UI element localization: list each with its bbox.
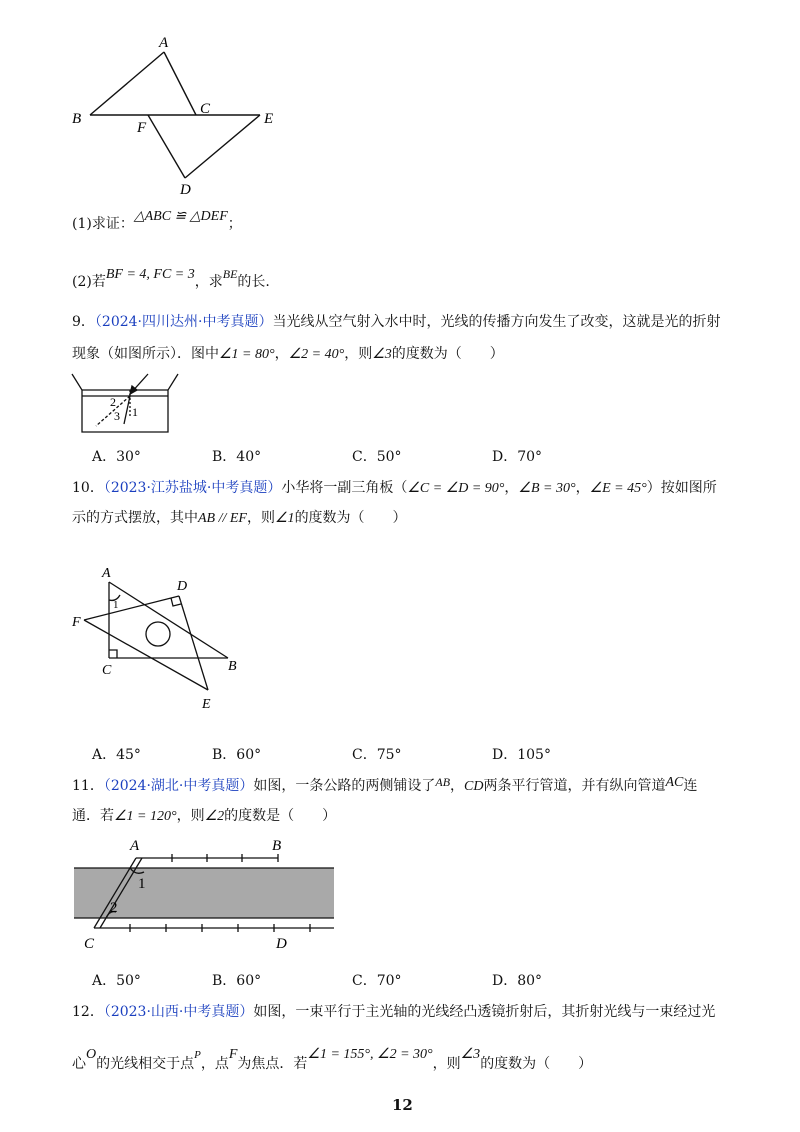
figure-q10 [66,562,256,712]
q11-label-C: C [84,936,95,952]
right-angle-C [109,650,117,658]
tank-outline [72,374,178,432]
q11-text2a: 通．若 [72,808,114,824]
q9-line2 [72,344,504,365]
segment-FD [84,596,179,620]
q10-parallel: AB // EF [198,511,247,526]
figure-q8 [60,30,320,200]
q11-line2 [72,806,336,827]
q12-text2f: 的度数为（ ） [480,1056,593,1072]
figure-q9 [66,368,191,438]
q11-var-ab: AB [435,775,451,789]
label-A: A [159,35,169,51]
q10-text2b: ，则 [247,510,275,526]
q10-angle-e: ∠E = 45° [589,481,647,496]
q10-sep2: ， [575,480,590,496]
q10-label-F: F [72,615,81,630]
q8-part2-mid: ，求 [194,274,223,290]
q8-part1-prefix: (1)求证： [72,216,134,232]
q10-option-c[interactable]: C．75° [352,747,402,763]
q10-sep1: ， [504,480,519,496]
q10-label-B: B [228,659,237,674]
q11-angle1: ∠1 = 120° [114,809,177,824]
q9-text2c: 的度数为（ ） [391,346,504,362]
q8-part2-math: BF = 4, FC = 3 [105,267,195,282]
q9-fig-label-3: 3 [114,409,120,423]
q10-angle1: ∠1 [275,511,295,526]
q8-part1-math: △ABC ≌ △DEF [133,209,228,224]
q11-var-ac: AC [665,775,684,790]
q8-part2-var: BE [222,267,238,281]
q12-text2e: ，则 [432,1056,461,1072]
set-square-hole [146,622,170,646]
q11-option-d[interactable]: D．80° [492,973,543,989]
label-F: F [137,120,147,136]
q11-line1 [72,776,697,797]
q9-fig-label-2: 2 [110,395,116,409]
q8-part2-prefix: (2)若 [72,274,106,290]
q10-text2c: 的度数为（ ） [294,510,407,526]
q11-text1a: 如图，一条公路的两侧铺设了 [253,778,436,794]
q10-angle-cd: ∠C = ∠D = 90° [407,481,505,496]
q11-text2b: ，则 [176,808,205,824]
label-B: B [72,111,82,127]
q9-angle3: ∠3 [372,347,392,362]
q12-text1: 如图，一束平行于主光轴的光线经凸透镜折射后，其折射光线与一束经过光 [253,1004,716,1020]
q10-option-d[interactable]: D．105° [492,747,551,763]
q9-option-a[interactable]: A．30° [92,449,141,465]
q10-angle-b: ∠B = 30° [518,481,576,496]
segment-DF [148,115,185,178]
q9-fig-label-1: 1 [132,405,138,419]
label-E: E [264,111,274,127]
q11-angle2: ∠2 [204,809,225,824]
q12-text2b: 的光线相交于点 [96,1056,195,1072]
segment-ED [185,115,260,178]
q11-label-A: A [130,838,140,854]
q9-option-c[interactable]: C．50° [352,449,402,465]
label-D: D [180,182,191,198]
q10-number: 10． [72,480,104,496]
q11-source: （2024·湖北·中考真题） [103,778,254,794]
q11-text1b: 两条平行管道，并有纵向管道 [483,778,666,794]
q11-label-B: B [272,838,282,854]
q12-line2 [72,1047,593,1075]
q8-part1 [72,209,242,235]
figure-q11 [66,832,346,954]
q9-text1: 当光线从空气射入水中时，光线的传播方向发生了改变，这就是光的折射 [272,314,721,330]
q8-part2-end: 的长. [237,274,270,290]
q11-option-c[interactable]: C．70° [352,973,402,989]
q9-line1 [72,312,720,332]
q10-label-D: D [177,579,188,594]
q9-text2a: 现象（如图所示）．图中 [72,346,219,362]
q12-var-o: O [86,1047,97,1062]
q9-angle1: ∠1 = 80° [219,347,275,362]
q12-var-p: P [194,1049,201,1061]
q11-label-2: 2 [110,900,118,916]
q10-text1a: 小华将一副三角板（ [281,480,408,496]
q11-text1c: 连 [683,778,698,794]
q9-source: （2024·四川达州·中考真题） [94,314,273,330]
q11-text2c: 的度数是（ ） [224,808,337,824]
q10-text1b: ）按如图所 [646,480,717,496]
q9-text2b: ，则 [344,346,373,362]
q8-part1-end: ； [227,216,242,232]
q12-line1 [72,1002,715,1022]
q11-var-cd: CD [464,779,484,794]
q8-part2 [72,267,270,293]
q10-option-a[interactable]: A．45° [92,747,141,763]
q12-text2c: ，点 [200,1056,229,1072]
q9-option-d[interactable]: D．70° [492,449,543,465]
q12-source: （2023·山西·中考真题） [103,1004,254,1020]
q12-angle3: ∠3 [460,1047,481,1062]
q12-text2d: 为焦点．若 [237,1056,308,1072]
q12-var-f: F [228,1047,238,1062]
q9-number: 9． [72,314,95,330]
q9-option-b[interactable]: B．40° [212,449,262,465]
segment-AB [109,582,228,658]
page-number: 12 [392,1096,413,1114]
q10-line1 [72,478,717,499]
q11-sep: ， [450,778,465,794]
q11-number: 11． [72,778,104,794]
q11-option-b[interactable]: B．60° [212,973,262,989]
q12-angles: ∠1 = 155°, ∠2 = 30° [307,1047,433,1062]
segment-AC [164,52,196,115]
q10-option-b[interactable]: B．60° [212,747,262,763]
q10-label-A: A [102,566,111,581]
q11-option-a[interactable]: A．50° [92,973,141,989]
q11-label-1: 1 [138,876,146,892]
q10-label-E: E [202,697,211,712]
q10-label-C: C [102,663,112,678]
q10-text2a: 示的方式摆放，其中 [72,510,198,526]
q12-number: 12． [72,1004,104,1020]
label-C: C [200,101,211,117]
q9-angle2: ∠2 = 40° [288,347,345,362]
q10-label-angle1: 1 [113,599,119,611]
q9-sep: ， [274,346,289,362]
q11-label-D: D [276,936,287,952]
segment-BA [90,52,164,115]
q12-text2a: 心 [72,1056,86,1072]
q10-source: （2023·江苏盐城·中考真题） [103,480,282,496]
q10-line2 [72,508,407,529]
